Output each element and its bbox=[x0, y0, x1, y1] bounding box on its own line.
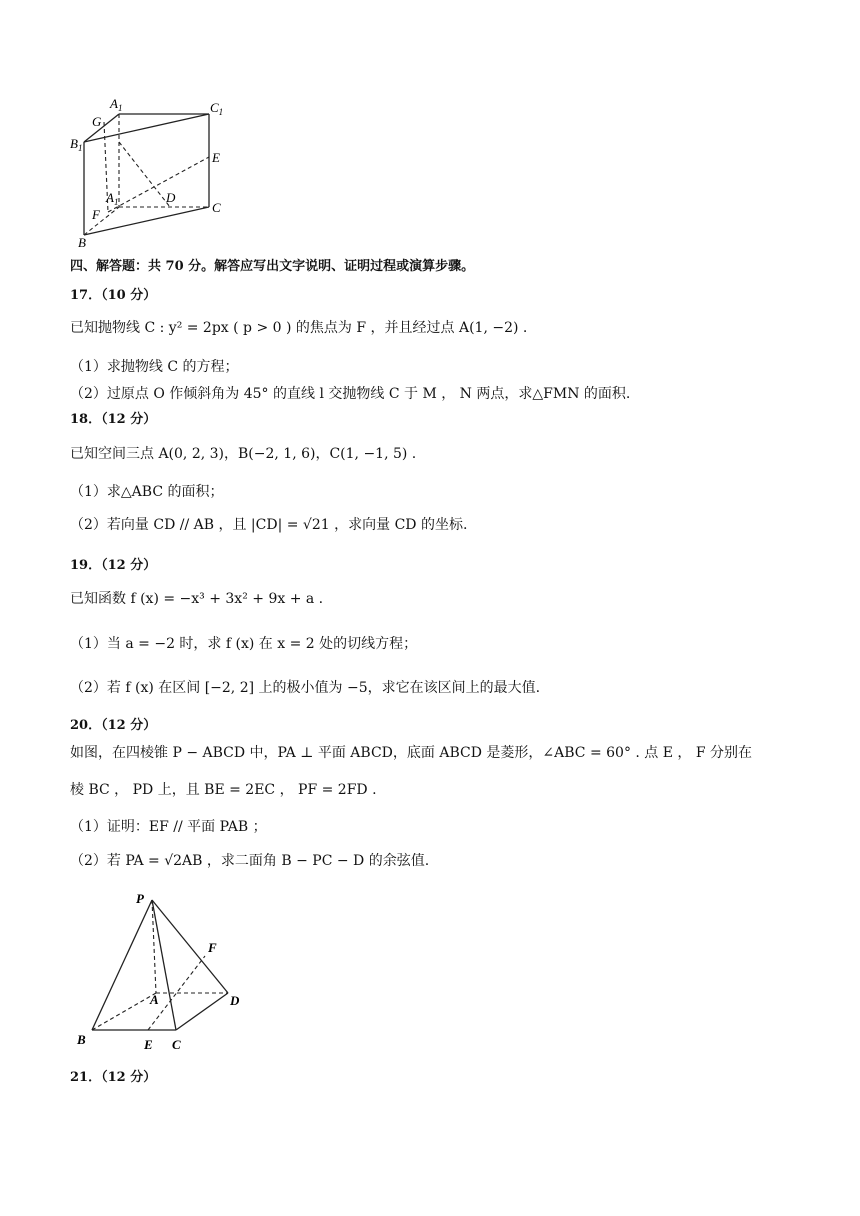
q21-number: 21．（12 分） bbox=[70, 1070, 157, 1085]
q18-number: 18．（12 分） bbox=[70, 412, 157, 427]
q18-stem: 已知空间三点 A(0, 2, 3)，B(−2, 1, 6)，C(1, −1, 5) . bbox=[70, 446, 417, 462]
q17-stem: 已知抛物线 C : y² = 2px ( p > 0 ) 的焦点为 F ，并且经过点 A(1, −2) . bbox=[70, 320, 528, 336]
label-b: B bbox=[78, 235, 86, 250]
label-a1: $A_1$ bbox=[110, 96, 123, 113]
label-e: E bbox=[212, 150, 220, 165]
q17-part2: （2）过原点 O 作倾斜角为 45° 的直线 l 交抛物线 C 于 M ， N 两点，求△FMN 的面积. bbox=[70, 386, 631, 402]
label-c: C bbox=[172, 1037, 181, 1052]
q18-part2: （2）若向量 CD // AB ，且 |CD| = √21 ，求向量 CD 的坐标. bbox=[70, 517, 468, 533]
q20-part2: （2）若 PA = √2AB ，求二面角 B − PC − D 的余弦值. bbox=[70, 853, 430, 869]
label-a-bottom: $A_1$ bbox=[106, 190, 119, 207]
label-b: B bbox=[77, 1032, 86, 1047]
label-a: A bbox=[150, 992, 159, 1007]
label-c: C bbox=[212, 200, 221, 215]
q19-stem: 已知函数 f (x) = −x³ + 3x² + 9x + a . bbox=[70, 591, 324, 607]
q20-stem-line2: 棱 BC ， PD 上，且 BE = 2EC ， PF = 2FD . bbox=[70, 782, 377, 798]
label-e: E bbox=[144, 1037, 153, 1052]
label-d: D bbox=[230, 993, 240, 1008]
q19-part2: （2）若 f (x) 在区间 [−2, 2] 上的极小值为 −5，求它在该区间上的最大值. bbox=[70, 680, 541, 696]
q17-part1: （1）求抛物线 C 的方程； bbox=[70, 359, 239, 375]
q19-number: 19．（12 分） bbox=[70, 558, 157, 573]
label-f: F bbox=[92, 207, 100, 222]
section-heading: 四、解答题：共 70 分。解答应写出文字说明、证明过程或演算步骤。 bbox=[70, 259, 475, 274]
q20-number: 20．（12 分） bbox=[70, 718, 157, 733]
q19-part1: （1）当 a = −2 时，求 f (x) 在 x = 2 处的切线方程； bbox=[70, 636, 418, 652]
pyramid-figure bbox=[72, 888, 262, 1056]
q20-part1: （1）证明：EF // 平面 PAB ； bbox=[70, 819, 267, 835]
prism-figure bbox=[62, 92, 242, 252]
label-p: P bbox=[136, 891, 144, 906]
label-d: D bbox=[166, 190, 176, 205]
q18-part1: （1）求△ABC 的面积； bbox=[70, 484, 224, 500]
label-f: F bbox=[208, 940, 217, 955]
label-g: G bbox=[92, 114, 102, 129]
label-b1: $B_1$ bbox=[70, 136, 83, 153]
label-c1: $C_1$ bbox=[210, 100, 224, 117]
q17-number: 17．（10 分） bbox=[70, 288, 157, 303]
q20-stem-line1: 如图，在四棱锥 P − ABCD 中，PA ⊥ 平面 ABCD，底面 ABCD 是菱形，∠ABC = 60° . 点 E ， F 分别在 bbox=[70, 745, 753, 761]
